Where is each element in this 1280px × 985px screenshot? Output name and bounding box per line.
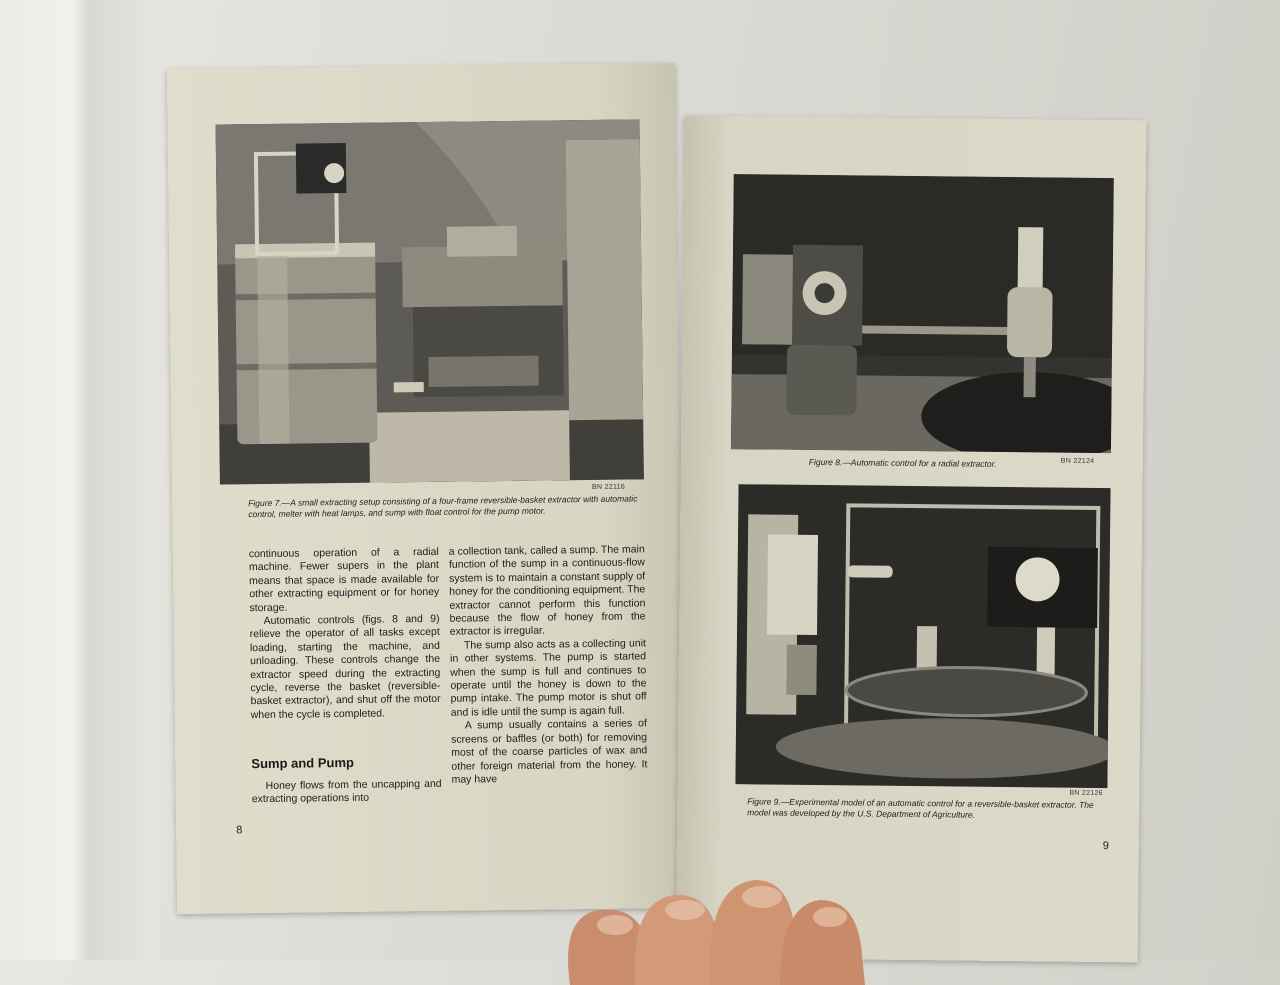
- page-left: [167, 63, 685, 914]
- figure-7-ref: BN 22116: [591, 483, 626, 491]
- figure-7-photo: [216, 119, 644, 484]
- figure-8-photo: [731, 174, 1114, 453]
- figure-9-caption: Figure 9.—Experimental model of an automatic control for a reversible-basket extractor. The model was developed by the U.S. Department of Agriculture.: [747, 796, 1094, 820]
- figure-9-photo: [735, 484, 1110, 788]
- paragraph: continuous operation of a radial machine. Fewer supers in the plant means that space is made available for other extracting equipment or for honey storage.: [248, 545, 440, 614]
- left-column-1-cont: [252, 778, 442, 807]
- left-column-1: [249, 546, 441, 723]
- figure-8-ref: BN 22124: [1060, 457, 1095, 465]
- page-number-right: 9: [1102, 840, 1109, 853]
- figure-9-ref: BN 22126: [1069, 789, 1103, 798]
- paragraph: The sump also acts as a collecting unit in other systems. The pump is started when the sump is full and continues to operate until the honey is down to the pump intake. The pump motor is shut off and is idle until the sump is again full.: [450, 637, 647, 719]
- page-right: [676, 116, 1147, 963]
- page-number-left: 8: [236, 824, 243, 837]
- figure-8-caption: Figure 8.—Automatic control for a radial extractor.: [808, 456, 997, 469]
- table-surface: [0, 0, 160, 960]
- paragraph: a collection tank, called a sump. The main function of the sump in a continuous-flow system is to maintain a constant supply of honey for the conditioning equipment. The extractor cannot perform this function because the flow of honey from the extractor is irregular.: [448, 543, 646, 639]
- hand-fingers: [540, 855, 900, 985]
- paragraph: Honey flows from the uncapping and extracting operations into: [251, 777, 442, 806]
- paragraph: Automatic controls (figs. 8 and 9) relieve the operator of all tasks except loading, starting the machine, and unloading. These controls change the extractor speed during the extracting cycle, reverse the basket (reversible-basket extractor), and shut off the motor when the cycle is completed.: [249, 612, 441, 722]
- paragraph: A sump usually contains a series of screens or baffles (or both) for removing most of the coarse particles of wax and other foreign material from the honey. It may have: [450, 717, 648, 786]
- section-heading: Sump and Pump: [251, 754, 354, 772]
- left-column-2: [449, 543, 648, 787]
- figure-7-caption: Figure 7.—A small extracting setup consisting of a four-frame reversible-basket extractor with automatic control, melter with heat lamps, and sump with float control for the pump motor.: [248, 493, 638, 520]
